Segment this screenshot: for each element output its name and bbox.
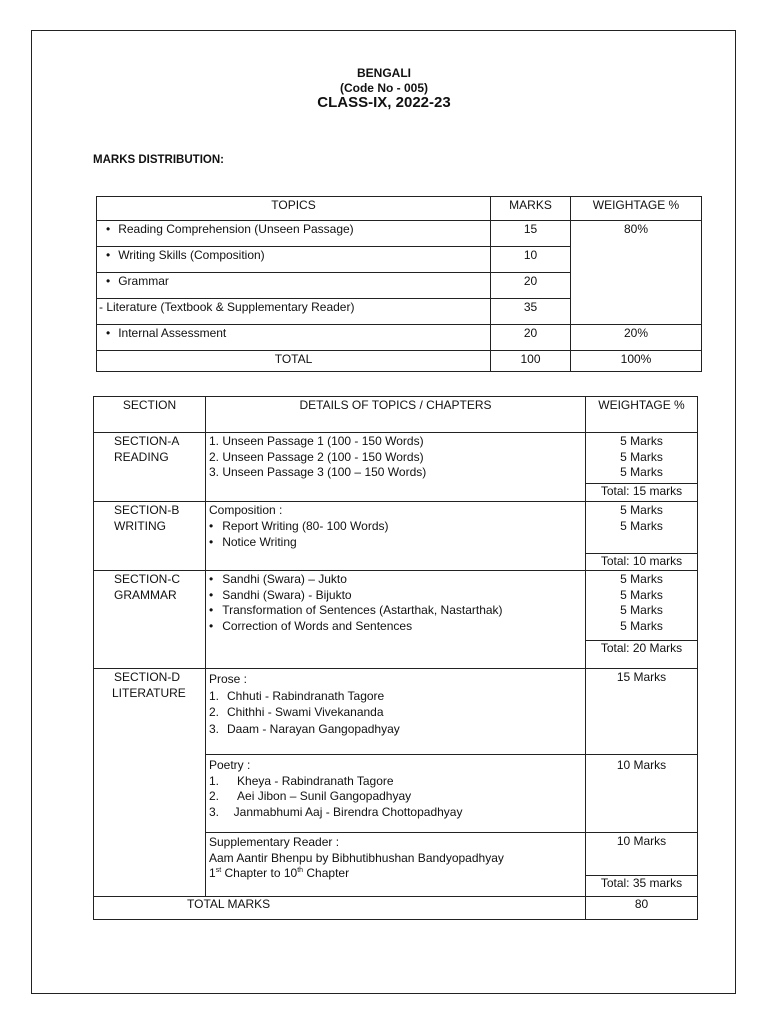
section-c-total: Total: 20 Marks xyxy=(586,640,697,657)
total-marks: 100 xyxy=(491,351,571,372)
total-label: TOTAL xyxy=(97,351,491,372)
marks-value: 5 Marks xyxy=(620,503,663,517)
list-item: 2. Chithhi - Swami Vivekananda xyxy=(209,705,384,719)
topic-cell: - Literature (Textbook & Supplementary Reader) xyxy=(97,299,491,325)
section-d-name: SECTION-D xyxy=(114,670,180,684)
section-c-details xyxy=(206,571,586,669)
supplementary-marks: 10 Marks xyxy=(616,834,667,848)
ch-mid: Chapter to 10 xyxy=(221,866,298,880)
prose-marks: 15 Marks xyxy=(586,669,698,755)
section-b-row xyxy=(94,502,698,571)
section-b-label: WRITING xyxy=(114,518,166,533)
marks-distribution-table xyxy=(96,196,702,372)
header-topics: TOPICS xyxy=(97,197,491,221)
section-a-details xyxy=(206,433,586,502)
ch-start-sup: st xyxy=(215,867,222,874)
poetry-item: Janmabhumi Aaj - Birendra Chottopadhyay xyxy=(233,804,463,819)
ch-end: Chapter xyxy=(303,866,350,880)
total-weightage: 100% xyxy=(571,351,702,372)
section-b-details xyxy=(206,502,586,571)
marks-value: 5 Marks xyxy=(620,465,663,479)
list-item: 1. Kheya - Rabindranath Tagore xyxy=(209,773,394,788)
marks-value: 5 Marks xyxy=(620,572,663,586)
list-item: 3. Unseen Passage 3 (100 – 150 Words) xyxy=(209,465,427,479)
table-row xyxy=(97,325,702,351)
topic-cell xyxy=(97,247,491,273)
section-b-name: SECTION-B xyxy=(114,503,180,517)
section-a-name-cell xyxy=(94,433,206,502)
topic-label: • Internal Assessment xyxy=(106,326,226,340)
poetry-item: Aei Jibon – Sunil Gangopadhyay xyxy=(237,789,412,803)
section-a-name: SECTION-A xyxy=(114,434,180,448)
marks-cell: 20 xyxy=(491,325,571,351)
table-header-row xyxy=(97,197,702,221)
section-details-table xyxy=(93,396,698,920)
table-header-row xyxy=(94,397,698,433)
header-weightage: WEIGHTAGE % xyxy=(586,397,698,433)
section-b-weightage xyxy=(586,502,698,571)
list-item: 3. Daam - Narayan Gangopadhyay xyxy=(209,721,400,736)
section-b-total: Total: 10 marks xyxy=(586,553,697,570)
section-b-name-cell xyxy=(94,502,206,571)
topic-label: • Writing Skills (Composition) xyxy=(106,248,265,262)
total-marks-label: TOTAL MARKS xyxy=(94,897,586,920)
section-c-name-cell xyxy=(94,571,206,669)
header-section: SECTION xyxy=(94,397,206,433)
section-a-total: Total: 15 marks xyxy=(586,483,697,500)
marks-value: 5 Marks xyxy=(620,587,663,602)
ch-start-num: 1 xyxy=(209,866,216,880)
list-item: • Sandhi (Swara) – Jukto xyxy=(209,572,585,588)
topic-cell xyxy=(97,273,491,299)
section-d-name-cell xyxy=(94,669,206,897)
section-d-total: Total: 35 marks xyxy=(586,875,697,892)
subject-title: BENGALI xyxy=(357,66,411,80)
section-c-row xyxy=(94,571,698,669)
subject-code: (Code No - 005) xyxy=(339,81,428,95)
prose-item: Chhuti - Rabindranath Tagore xyxy=(227,688,385,703)
marks-value: 5 Marks xyxy=(620,603,663,617)
prose-item: Daam - Narayan Gangopadhyay xyxy=(227,721,400,736)
supplementary-weightage xyxy=(586,833,698,897)
marks-cell: 35 xyxy=(491,299,571,325)
ch-end-sup: th xyxy=(297,867,304,874)
marks-cell: 10 xyxy=(491,247,571,273)
prose-details xyxy=(206,669,586,755)
list-item: • Sandhi (Swara) - Bijukto xyxy=(209,588,585,604)
list-item: • Transformation of Sentences (Astarthak, Nastarthak) xyxy=(209,603,585,619)
list-item: • Notice Writing xyxy=(209,535,585,551)
poetry-item: Kheya - Rabindranath Tagore xyxy=(237,773,394,788)
topic-cell xyxy=(97,325,491,351)
marks-distribution-heading: MARKS DISTRIBUTION: xyxy=(93,154,224,166)
marks-value: 5 Marks xyxy=(620,449,663,464)
poetry-title: Poetry : xyxy=(209,758,251,772)
list-item: 2. Unseen Passage 2 (100 - 150 Words) xyxy=(209,449,424,464)
section-a-label: READING xyxy=(114,449,169,464)
supplementary-chapters xyxy=(209,866,585,882)
marks-cell: 15 xyxy=(491,221,571,247)
list-item: 2. Aei Jibon – Sunil Gangopadhyay xyxy=(209,789,412,803)
composition-label: Composition : xyxy=(209,503,283,517)
table-row xyxy=(97,221,702,247)
header-weightage: WEIGHTAGE % xyxy=(571,197,702,221)
topic-label: • Reading Comprehension (Unseen Passage) xyxy=(106,222,354,236)
supplementary-details xyxy=(206,833,586,897)
list-item: 1. Chhuti - Rabindranath Tagore xyxy=(209,688,385,703)
marks-value: 5 Marks xyxy=(620,434,663,448)
list-item: 3. Janmabhumi Aaj - Birendra Chottopadhyay xyxy=(209,804,463,819)
prose-item: Chithhi - Swami Vivekananda xyxy=(227,705,384,719)
poetry-marks: 10 Marks xyxy=(586,755,698,833)
header-marks: MARKS xyxy=(491,197,571,221)
section-c-name: SECTION-C xyxy=(114,572,180,586)
list-item: • Correction of Words and Sentences xyxy=(209,619,585,635)
marks-value: 5 Marks xyxy=(620,618,663,633)
supplementary-book: Aam Aantir Bhenpu by Bibhutibhushan Bandyopadhyay xyxy=(209,850,504,865)
section-c-weightage xyxy=(586,571,698,669)
weightage-80-cell: 80% xyxy=(571,221,702,325)
section-a-weightage xyxy=(586,433,698,502)
total-marks-row xyxy=(94,897,698,920)
class-year-title: CLASS-IX, 2022-23 xyxy=(317,94,451,111)
topic-cell xyxy=(97,221,491,247)
section-a-row xyxy=(94,433,698,502)
marks-cell: 20 xyxy=(491,273,571,299)
section-c-label: GRAMMAR xyxy=(114,587,177,602)
marks-value: 5 Marks xyxy=(620,518,663,533)
poetry-details xyxy=(206,755,586,833)
weightage-cell: 20% xyxy=(571,325,702,351)
list-item: • Report Writing (80- 100 Words) xyxy=(209,519,585,535)
section-d-label: LITERATURE xyxy=(112,685,186,700)
topic-label: • Grammar xyxy=(106,274,169,288)
supplementary-title: Supplementary Reader : xyxy=(209,835,340,849)
header-details: DETAILS OF TOPICS / CHAPTERS xyxy=(206,397,586,433)
list-item: 1. Unseen Passage 1 (100 - 150 Words) xyxy=(209,434,424,448)
prose-title: Prose : xyxy=(209,672,248,686)
section-d-prose-row xyxy=(94,669,698,755)
total-row xyxy=(97,351,702,372)
total-marks-value: 80 xyxy=(586,897,698,920)
